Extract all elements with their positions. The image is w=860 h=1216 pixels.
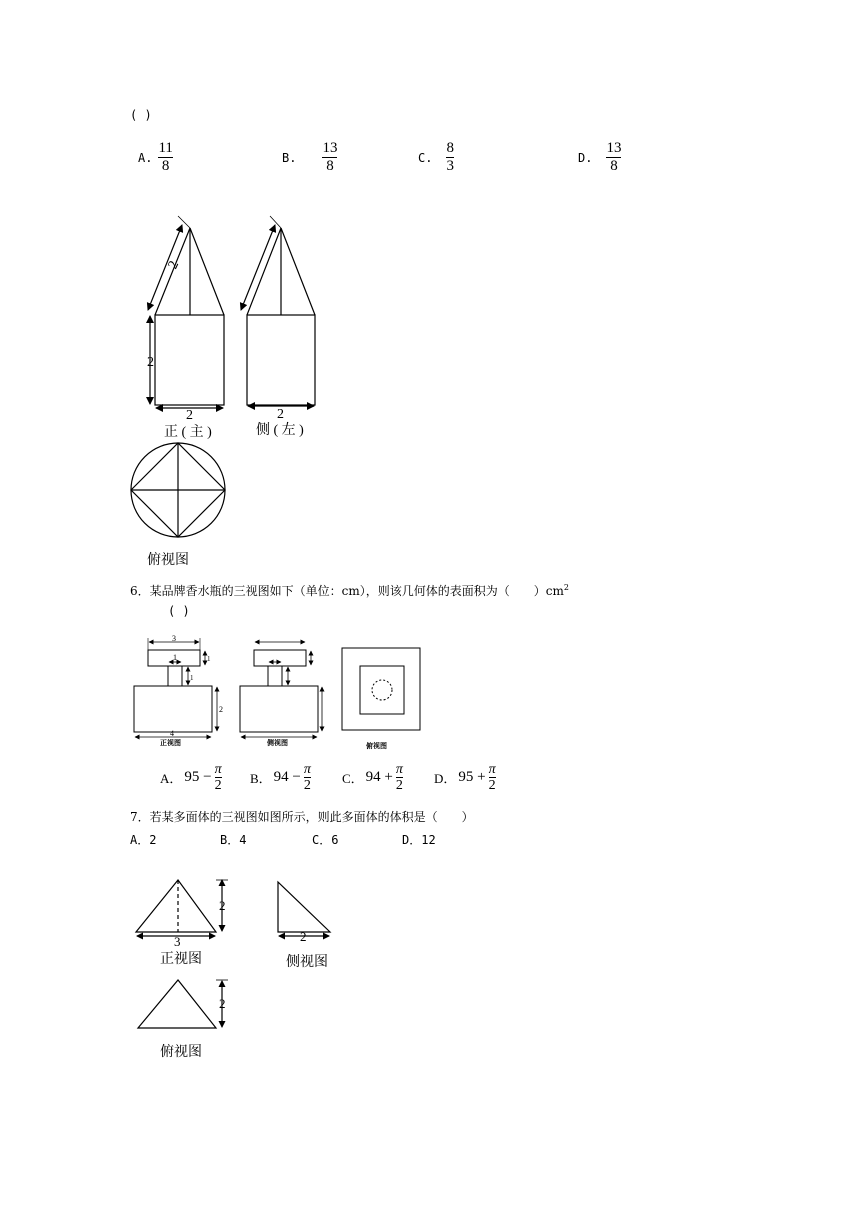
q6-stem — [130, 582, 569, 599]
q7-front-height-label: 2 — [219, 898, 226, 913]
q7-stem: 7．若某多面体的三视图如图所示，则此多面体的体积是（ ） — [130, 810, 474, 824]
dim-top-height: 1 — [207, 655, 211, 663]
option-expr: 94 + — [365, 769, 393, 785]
dim-side-width-label: 2 — [277, 407, 284, 422]
q6-option-a — [160, 762, 222, 793]
option-letter: B． — [250, 771, 272, 786]
q6-side-view — [240, 642, 322, 737]
q5-front-view — [148, 216, 224, 408]
option-fraction — [304, 762, 311, 793]
denominator: 2 — [395, 778, 403, 793]
q5-top-view-label: 俯视图 — [147, 553, 189, 568]
q6-side-view-label: 侧视图 — [267, 739, 288, 747]
q6-option-b — [250, 762, 311, 793]
denominator: 8 — [326, 158, 334, 174]
option-expr: 95 + — [458, 769, 486, 785]
q6-front-view-label: 正视图 — [160, 739, 181, 747]
option-letter: A. — [138, 150, 153, 165]
q6-answer-blank: ( ) — [168, 604, 190, 618]
numerator: π — [214, 762, 222, 777]
numerator: π — [488, 762, 496, 777]
q5-option-c — [418, 140, 454, 175]
numerator: 11 — [158, 140, 173, 156]
q5-three-view-figure — [120, 210, 340, 580]
option-fraction — [158, 140, 172, 175]
numerator: 13 — [606, 140, 622, 156]
dim-base-width: 4 — [170, 729, 174, 738]
numerator: π — [303, 762, 311, 777]
option-letter: C． — [342, 771, 364, 786]
dim-front-width-label: 2 — [186, 408, 193, 423]
q7-option-d: D．12 — [402, 833, 436, 847]
q6-three-view-figure — [128, 630, 428, 750]
option-letter: D． — [434, 771, 457, 786]
option-letter: C. — [418, 150, 433, 165]
q6-top-view — [342, 648, 420, 730]
q7-top-height-label: 2 — [219, 996, 226, 1011]
dim-slant-label: 2 — [165, 258, 183, 272]
q7-side-view — [278, 882, 330, 936]
q5-option-d — [578, 140, 621, 175]
option-fraction — [322, 140, 337, 175]
dim-base-height: 2 — [219, 705, 223, 714]
numerator: 8 — [446, 140, 454, 156]
option-fraction — [606, 140, 621, 175]
option-fraction — [489, 762, 496, 793]
dim-neck-height: 1 — [190, 674, 194, 682]
denominator: 2 — [303, 778, 311, 793]
q7-side-view-label: 侧视图 — [286, 955, 328, 970]
q5-side-view-label: 侧 ( 左 ) — [256, 423, 304, 438]
option-fraction — [446, 140, 454, 175]
denominator: 2 — [214, 778, 222, 793]
q5-side-view — [241, 216, 315, 406]
q7-front-view — [136, 880, 228, 936]
option-fraction — [396, 762, 403, 793]
q7-top-view — [138, 980, 228, 1028]
q6-stem-text: 6．某品牌香水瓶的三视图如下（单位：cm），则该几何体的表面积为（ ）cm — [130, 584, 564, 598]
option-fraction — [215, 762, 222, 793]
q7-front-width-label: 3 — [174, 934, 181, 949]
dim-neck-width: 1 — [173, 653, 177, 662]
q5-option-b — [282, 140, 337, 175]
q7-three-view-figure — [128, 870, 358, 1065]
q6-option-d — [434, 762, 496, 793]
numerator: 13 — [322, 140, 338, 156]
option-letter: A． — [160, 771, 183, 786]
q7-option-a: A．2 — [130, 833, 157, 847]
q6-option-c — [342, 762, 403, 793]
denominator: 2 — [488, 778, 496, 793]
option-expr: 94 − — [273, 769, 301, 785]
q5-front-view-label: 正 ( 主 ) — [164, 425, 212, 440]
dim-height-label: 2 — [147, 355, 154, 370]
q7-side-width-label: 2 — [300, 929, 307, 944]
q7-option-b: B．4 — [220, 833, 247, 847]
option-letter: D. — [578, 150, 593, 165]
numerator: π — [395, 762, 403, 777]
denominator: 3 — [446, 158, 454, 174]
q5-top-view — [131, 443, 225, 537]
q7-front-view-label: 正视图 — [160, 952, 202, 967]
q7-top-view-label: 俯视图 — [160, 1045, 202, 1060]
option-letter: B. — [282, 150, 297, 165]
q6-stem-superscript: 2 — [563, 583, 569, 592]
q6-top-view-label: 俯视图 — [366, 742, 387, 750]
dim-top-width: 3 — [172, 634, 176, 643]
denominator: 8 — [610, 158, 618, 174]
q7-option-c: C．6 — [312, 833, 339, 847]
q5-option-a — [138, 140, 173, 175]
q5-answer-blank: ( ) — [130, 108, 152, 122]
denominator: 8 — [161, 158, 170, 174]
option-expr: 95 − — [184, 769, 212, 785]
